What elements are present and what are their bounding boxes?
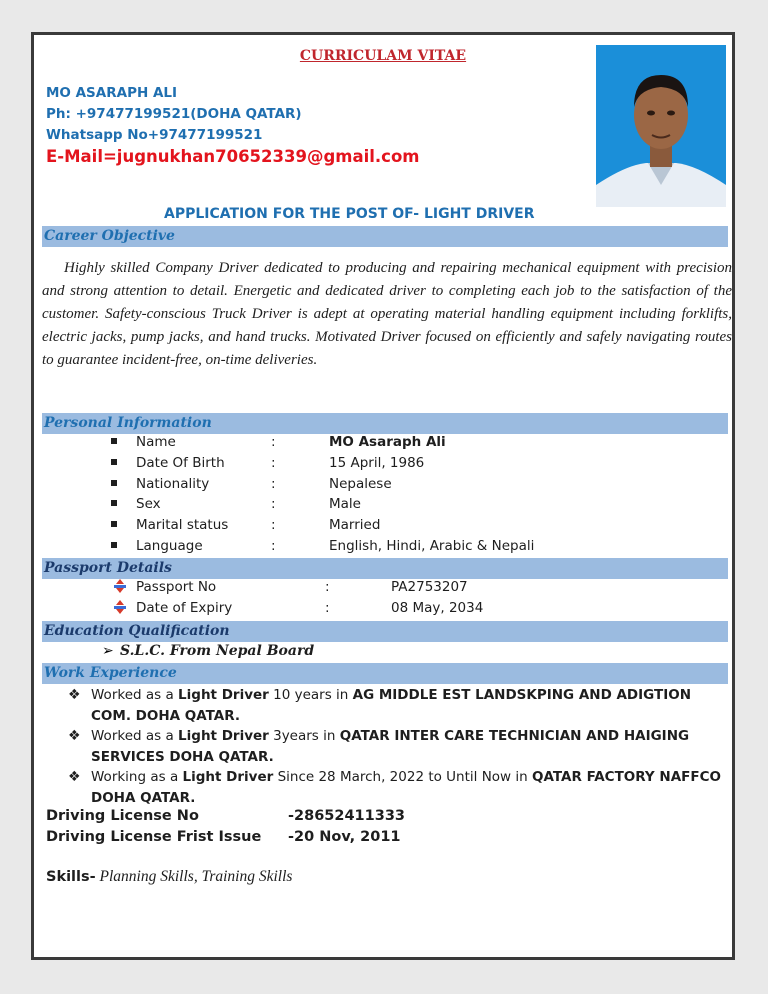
row-value: MO Asaraph Ali [329,434,446,450]
driving-license-number [46,808,405,824]
career-objective-text [42,257,732,372]
education-heading: Education Qualification [42,621,728,642]
skills-label: Skills- [46,869,96,885]
row-label: Nationality [136,476,210,492]
work-text: Since 28 March, 2022 to Until Now in [273,769,532,785]
row-value: 08 May, 2034 [391,600,484,616]
arrow-right-icon: ➢ [102,643,114,659]
row-label: Marital status [136,517,229,533]
work-company: QATAR INTER CARE TECHNICIAN AND HAIGING SERVICES DOHA QATAR. [91,728,690,765]
work-item [68,767,724,808]
personal-row-dob [111,455,425,475]
phone-line: Ph: +97477199521(DOHA QATAR) [46,106,302,122]
application-title: APPLICATION FOR THE POST OF- LIGHT DRIVER [164,206,535,222]
passport-heading: Passport Details [42,558,728,579]
career-objective-body: Highly skilled Company Driver dedicated to producing and repairing mechanical equipment with precision and strong attention to detail. Energetic and dedicated driver to completing each job to the satisfaction of the customer. Safety-conscious Truck Driver is adept at operating material handling equipment including forklifts, electric jacks, pump jacks, and hand trucks. Motivated Driver focused on efficiently and safely navigating routes to guarantee incident-free, on-time deliveries. [42,260,732,368]
row-colon: : [325,579,330,595]
bullet-icon [111,438,117,444]
row-label: Passport No [136,579,217,595]
diamond-bullet-icon: ❖ [68,687,81,703]
work-company: AG MIDDLE EST LANDSKPING AND ADIGTION COM. DOHA QATAR. [91,687,692,724]
license-label: Driving License Frist Issue [46,829,262,845]
row-value: English, Hindi, Arabic & Nepali [329,538,535,554]
arrow-cross-icon [113,599,127,619]
skills-line [46,868,292,886]
personal-row-sex [111,496,361,516]
row-label: Name [136,434,176,450]
education-item: S.L.C. From Nepal Board [120,643,315,659]
personal-row-marital [111,517,381,537]
driving-license-issue [46,829,401,845]
document-title: CURRICULAM VITAE [299,48,467,64]
license-value: -20 Nov, 2011 [288,829,401,845]
arrow-cross-icon [113,578,127,598]
applicant-name: MO ASARAPH ALI [46,85,178,101]
row-value: 15 April, 1986 [329,455,425,471]
personal-row-name [111,434,446,454]
work-role: Light Driver [178,687,269,703]
row-colon: : [271,517,276,533]
work-role: Light Driver [178,728,269,744]
license-label: Driving License No [46,808,199,824]
row-label: Sex [136,496,161,512]
diamond-bullet-icon: ❖ [68,769,81,785]
row-value: Male [329,496,361,512]
career-objective-heading: Career Objective [42,226,728,247]
work-role: Light Driver [182,769,274,785]
work-text: Worked as a [91,687,179,703]
work-text: Worked as a [91,728,179,744]
work-experience-heading: Work Experience [42,663,728,684]
whatsapp-line: Whatsapp No+97477199521 [46,127,263,143]
personal-row-nationality [111,476,392,496]
row-colon: : [271,455,276,471]
work-text: 3years in [268,728,340,744]
row-colon: : [271,538,276,554]
profile-photo [596,45,726,207]
resume-page [31,32,735,960]
email-line: E-Mail=jugnukhan70652339@gmail.com [46,147,420,166]
bullet-icon [111,480,117,486]
row-colon: : [271,496,276,512]
work-item [68,726,724,767]
bullet-icon [111,459,117,465]
row-label: Date Of Birth [136,455,225,471]
license-value: -28652411333 [288,808,405,824]
row-value: PA2753207 [391,579,468,595]
row-value: Nepalese [329,476,392,492]
diamond-bullet-icon: ❖ [68,728,81,744]
work-company: QATAR FACTORY NAFFCO DOHA QATAR. [91,769,721,806]
work-text: 10 years in [268,687,353,703]
row-label: Date of Expiry [136,600,233,616]
row-colon: : [271,476,276,492]
skills-value: Planning Skills, Training Skills [95,868,293,885]
bullet-icon [111,542,117,548]
row-label: Language [136,538,203,554]
work-text: Working as a [91,769,183,785]
row-colon: : [325,600,330,616]
row-value: Married [329,517,381,533]
work-item [68,685,724,726]
bullet-icon [111,521,117,527]
row-colon: : [271,434,276,450]
personal-info-heading: Personal Information [42,413,728,434]
bullet-icon [111,500,117,506]
personal-row-language [111,538,535,558]
